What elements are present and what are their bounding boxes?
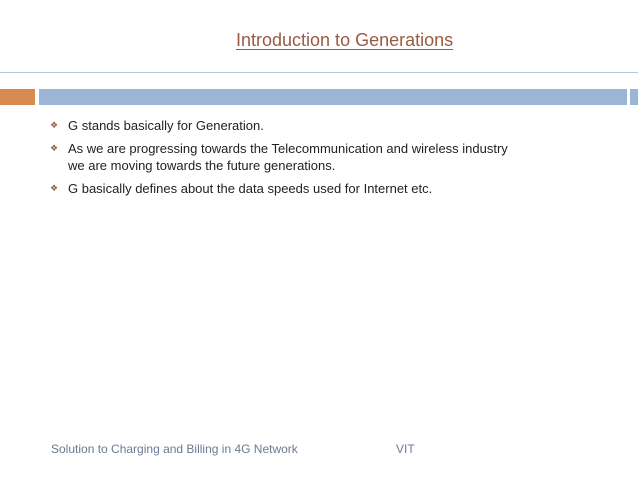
footer-presentation-title: Solution to Charging and Billing in 4G Network bbox=[51, 442, 298, 456]
diamond-bullet-icon: ❖ bbox=[50, 120, 59, 130]
accent-bar-blue bbox=[39, 89, 627, 105]
bullet-item bbox=[50, 140, 510, 174]
bullet-text: G basically defines about the data speeds used for Internet etc. bbox=[68, 181, 433, 196]
bullet-text: As we are progressing towards the Telecommunication and wireless industry we are moving towards the future generations. bbox=[68, 141, 508, 173]
accent-bar-end bbox=[630, 89, 638, 105]
footer-organization: VIT bbox=[396, 442, 415, 456]
diamond-bullet-icon: ❖ bbox=[50, 183, 59, 193]
bullet-item bbox=[50, 180, 510, 197]
bullet-list bbox=[50, 117, 510, 203]
bullet-item bbox=[50, 117, 510, 134]
top-divider bbox=[0, 72, 638, 73]
bullet-text: G stands basically for Generation. bbox=[68, 118, 264, 133]
slide-title: Introduction to Generations bbox=[236, 30, 454, 50]
diamond-bullet-icon: ❖ bbox=[50, 143, 59, 153]
accent-bar-orange bbox=[0, 89, 35, 105]
